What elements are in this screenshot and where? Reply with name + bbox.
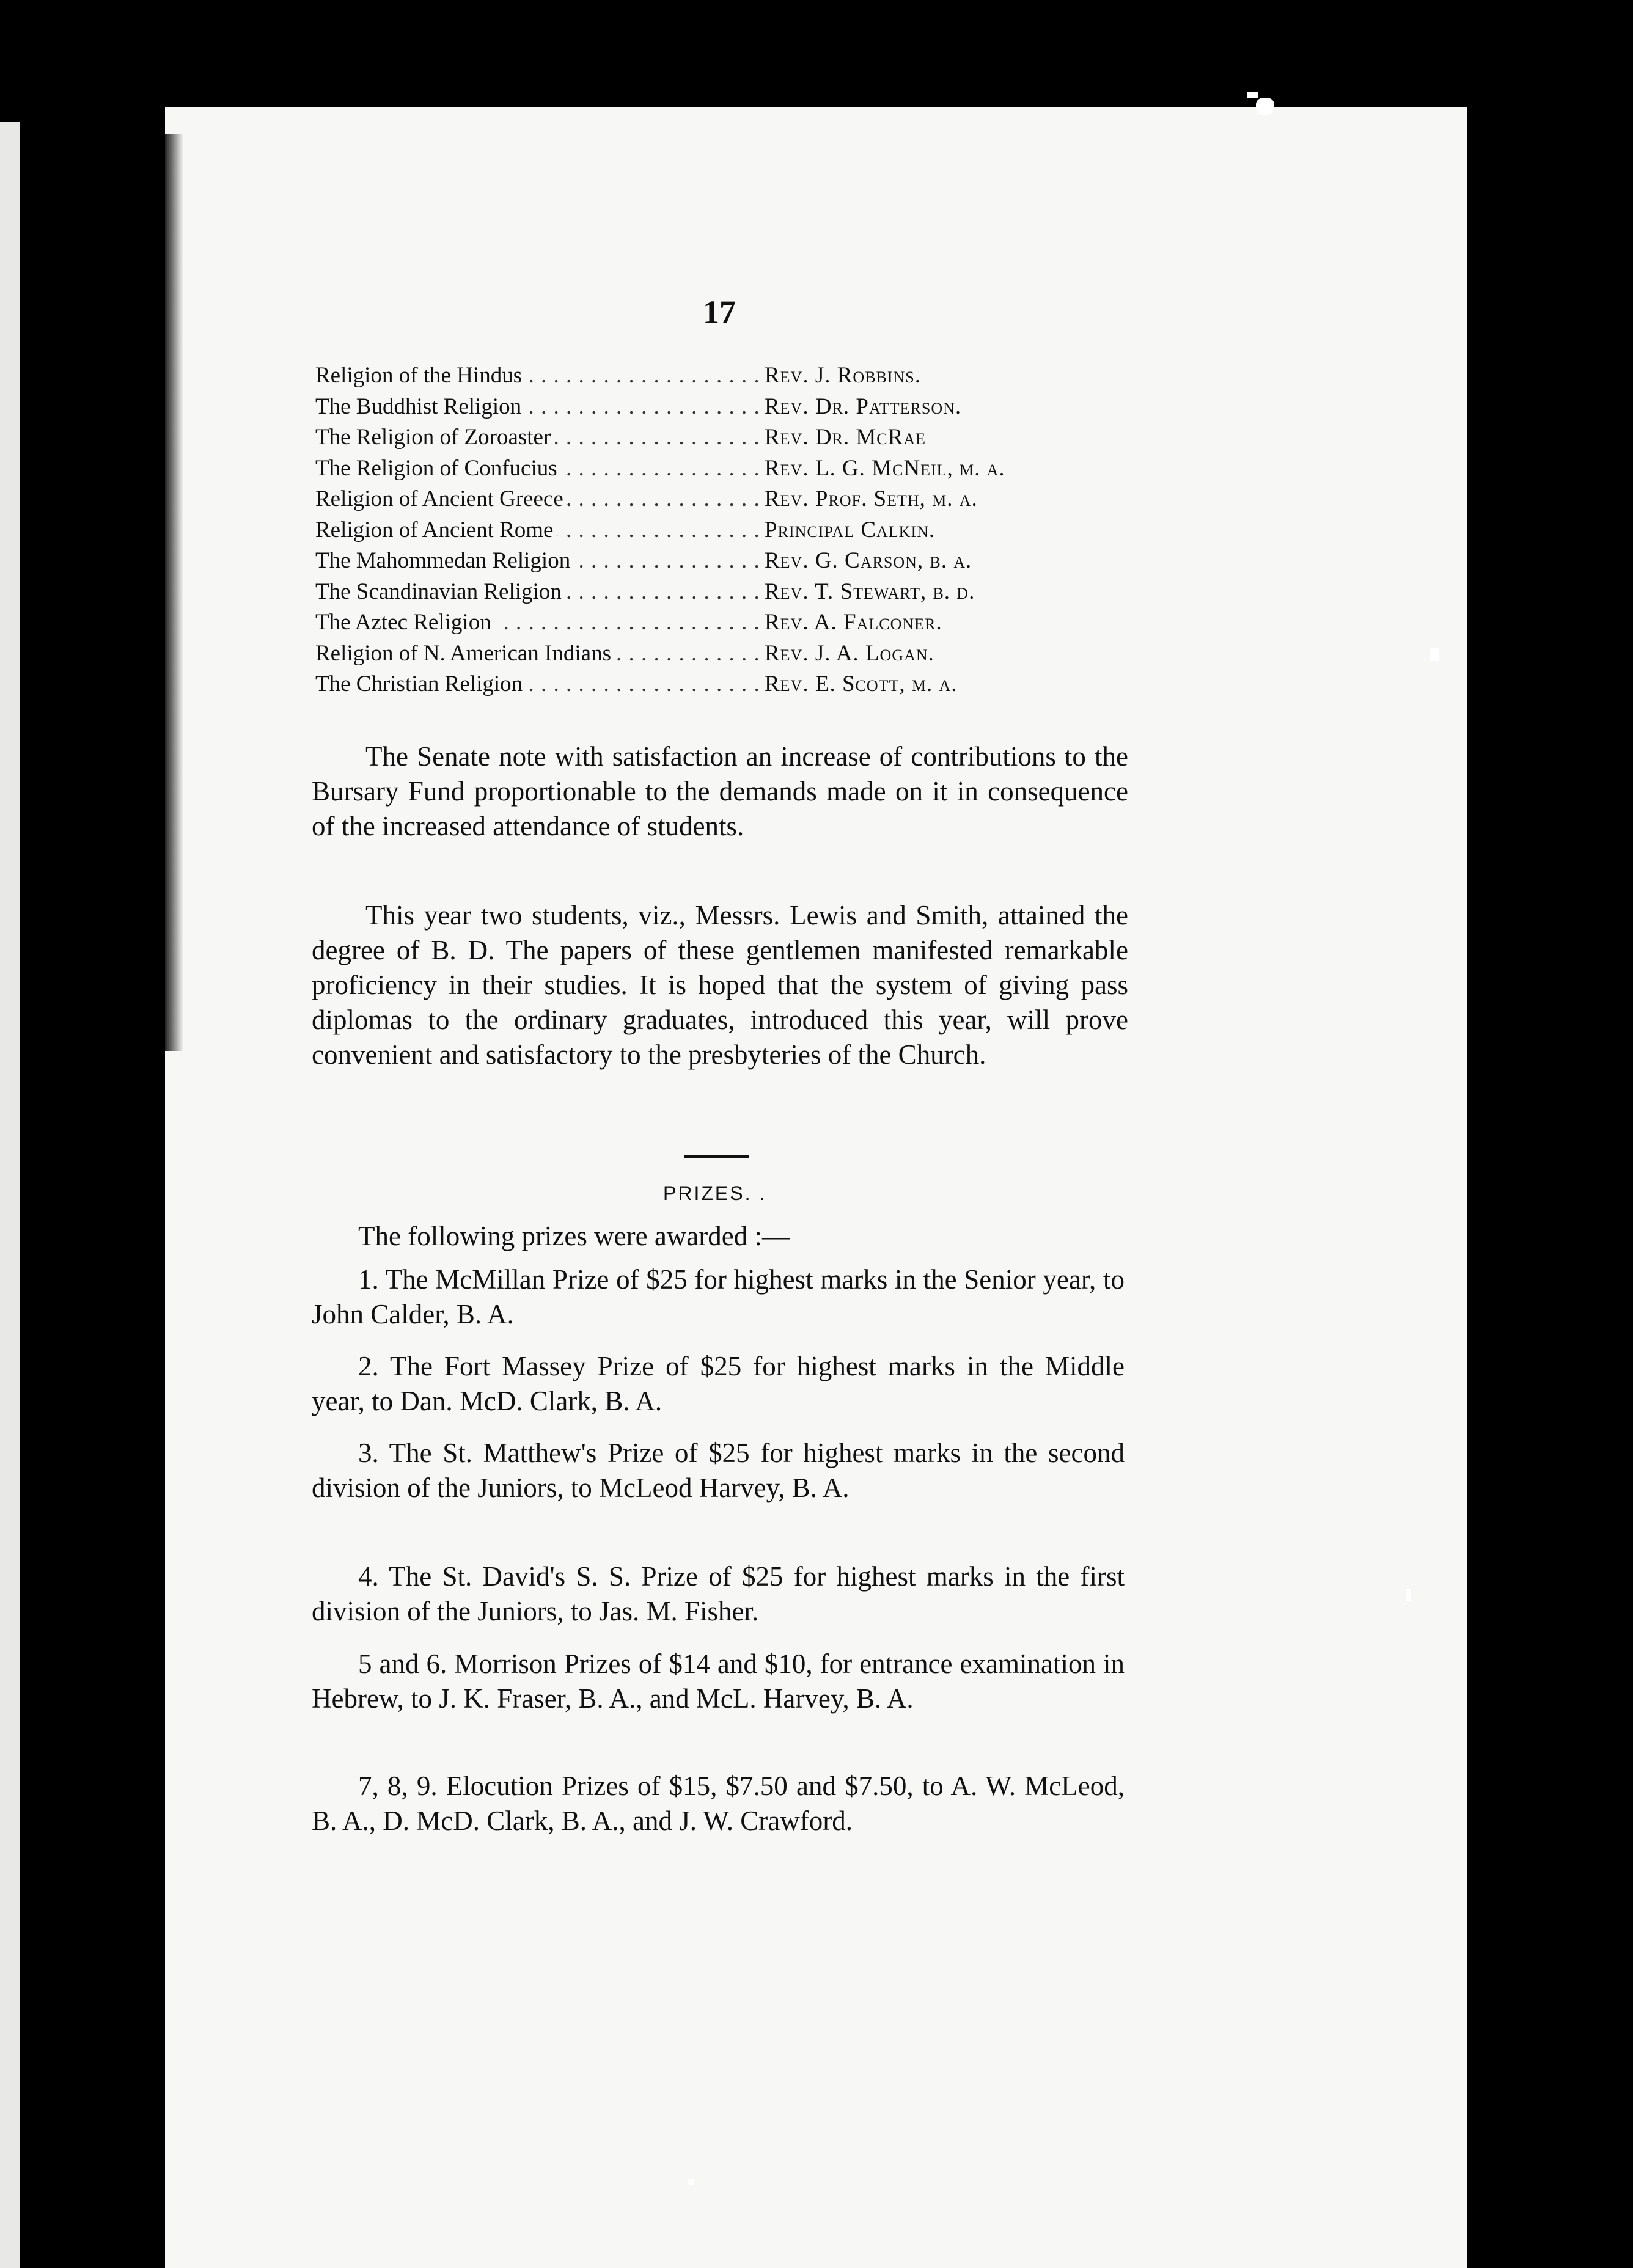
lecture-topic: Religion of N. American Indians . . . [315, 638, 765, 670]
prize-item: 7, 8, 9. Elocution Prizes of $15, $7.50 and $7.50, to A. W. McLeod, B. A., D. McD. Clark, B. A., and J. W. Crawford. [312, 1771, 1125, 1836]
page-number: 17 [703, 294, 736, 331]
lecture-speaker: Rev. G. Carson, b. a. [765, 548, 972, 573]
lecture-speaker: Rev. Dr. McRae [765, 425, 926, 450]
lecture-row [315, 577, 1110, 608]
lecture-row [315, 515, 1110, 546]
scan-speck [1406, 1589, 1411, 1601]
lecture-row [315, 607, 1110, 638]
binding-gutter-shadow [165, 134, 183, 1051]
lecture-topic: Religion of the Hindus . . . [315, 360, 765, 392]
lecture-topic: Religion of Ancient Greece . . . [315, 484, 765, 515]
lecture-speaker: Rev. Dr. Patterson. [765, 393, 962, 419]
lecture-speaker: Principal Calkin. [765, 517, 936, 543]
prize-item: 5 and 6. Morrison Prizes of $14 and $10, for entrance examination in Hebrew, to J. K. Fraser, B. A., and McL. Harvey, B. A. [312, 1648, 1125, 1714]
paragraph-bd-degree: This year two students, viz., Messrs. Lewis and Smith, attained the degree of B. D. The papers of these gentlemen manifested remarkable proficiency in their studies. It is hoped that the system of giving pass diplomas to the ordinary graduates, introduced this year, will prove convenient and satisfactory to the presbyteries of the Church. [312, 900, 1128, 1070]
lecture-speaker: Rev. A. Falconer. [765, 610, 942, 635]
lecture-row [315, 546, 1110, 577]
lecture-speaker: Rev. L. G. McNeil, m. a. [765, 455, 1005, 481]
scan-speck [1430, 648, 1439, 661]
lecture-row [315, 422, 1110, 453]
scan-speck [1247, 92, 1258, 98]
lecture-topic: The Christian Religion . . . [315, 669, 765, 700]
section-divider [684, 1155, 749, 1158]
lecture-row [315, 484, 1110, 515]
lecture-row [315, 392, 1110, 423]
lecture-topic: The Religion of Confucius . . . [315, 453, 765, 485]
prize-item: 3. The St. Matthew's Prize of $25 for highest marks in the second division of the Juniors, to McLeod Harvey, B. A. [312, 1438, 1125, 1503]
lecture-topic: The Buddhist Religion . . . [315, 392, 765, 423]
prize-item: 2. The Fort Massey Prize of $25 for highest marks in the Middle year, to Dan. McD. Clark, B. A. [312, 1351, 1125, 1416]
lecture-row [315, 453, 1110, 485]
prize-item: 1. The McMillan Prize of $25 for highest marks in the Senior year, to John Calder, B. A. [312, 1264, 1125, 1330]
lecture-topic: The Mahommedan Religion . . . [315, 546, 765, 577]
lecture-topic: The Scandinavian Religion . . . [315, 577, 765, 608]
lecture-topic: The Aztec Religion . . . [315, 607, 765, 638]
lecture-topic: Religion of Ancient Rome . . . [315, 515, 765, 546]
lecture-speaker: Rev. E. Scott, m. a. [765, 671, 958, 697]
lecture-row [315, 669, 1110, 700]
paragraph-bursary-fund: The Senate note with satisfaction an increase of contributions to the Bursary Fund proportionable to the demands made on it in consequence of the increased attendance of students. [312, 741, 1128, 841]
lecture-speaker: Rev. Prof. Seth, m. a. [765, 486, 978, 511]
lecture-row [315, 360, 1110, 392]
scan-speck [1256, 98, 1274, 115]
prizes-intro: The following prizes were awarded :— [358, 1221, 790, 1251]
adjacent-page-edge [0, 122, 20, 2268]
lecture-topic: The Religion of Zoroaster . . . [315, 422, 765, 453]
lecture-row [315, 638, 1110, 670]
lecture-list [315, 360, 1110, 700]
lecture-speaker: Rev. T. Stewart, b. d. [765, 579, 975, 604]
scan-speck [688, 2179, 694, 2185]
prizes-heading: PRIZES. . [663, 1182, 767, 1204]
prize-item: 4. The St. David's S. S. Prize of $25 for highest marks in the first division of the Juniors, to Jas. M. Fisher. [312, 1561, 1125, 1626]
lecture-speaker: Rev. J. Robbins. [765, 363, 922, 388]
lecture-speaker: Rev. J. A. Logan. [765, 640, 934, 666]
